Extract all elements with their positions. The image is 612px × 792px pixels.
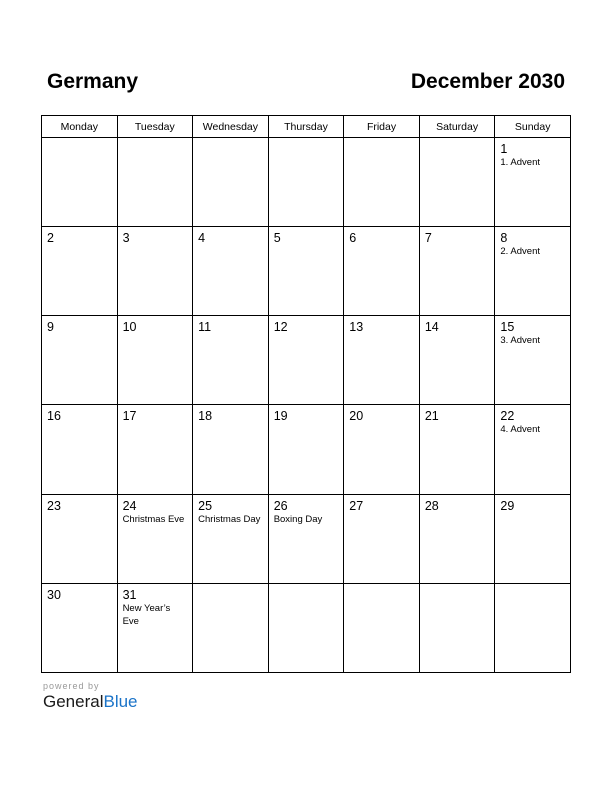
week-row bbox=[42, 316, 571, 405]
day-cell bbox=[344, 494, 420, 583]
brand-blue: Blue bbox=[103, 692, 138, 711]
day-cell bbox=[268, 494, 344, 583]
holiday-label: 4. Advent bbox=[500, 424, 540, 436]
day-cell bbox=[193, 227, 269, 316]
day-cell bbox=[268, 138, 344, 227]
day-cell bbox=[117, 494, 193, 583]
weekday-saturday: Saturday bbox=[419, 116, 495, 138]
day-number: 8 bbox=[500, 231, 508, 246]
day-number: 10 bbox=[122, 320, 137, 335]
weekday-friday: Friday bbox=[344, 116, 420, 138]
day-number: 3 bbox=[122, 231, 130, 246]
day-number: 21 bbox=[424, 409, 439, 424]
day-number: 25 bbox=[198, 498, 213, 513]
day-cell bbox=[42, 494, 118, 583]
month-title: December 2030 bbox=[410, 70, 565, 93]
day-number: 6 bbox=[349, 231, 357, 246]
day-number: 24 bbox=[122, 498, 137, 513]
day-cell bbox=[344, 138, 420, 227]
day-cell bbox=[117, 138, 193, 227]
day-cell bbox=[268, 583, 344, 672]
day-number: 11 bbox=[198, 320, 212, 335]
day-number: 2 bbox=[47, 231, 54, 246]
day-number: 7 bbox=[424, 231, 432, 246]
day-cell bbox=[42, 227, 118, 316]
day-cell bbox=[495, 316, 571, 405]
day-number: 19 bbox=[273, 409, 288, 424]
day-cell bbox=[495, 494, 571, 583]
day-cell bbox=[42, 138, 118, 227]
holiday-label: Christmas Eve bbox=[122, 513, 185, 525]
day-number: 14 bbox=[424, 320, 439, 335]
day-cell bbox=[495, 138, 571, 227]
day-cell bbox=[117, 405, 193, 494]
brand-general: General bbox=[43, 692, 104, 711]
day-number: 23 bbox=[47, 498, 61, 513]
holiday-label: 3. Advent bbox=[500, 335, 540, 347]
weekday-wednesday: Wednesday bbox=[193, 116, 269, 138]
weekday-monday: Monday bbox=[42, 116, 118, 138]
weekday-header-row bbox=[42, 116, 571, 138]
day-cell bbox=[344, 405, 420, 494]
day-cell bbox=[419, 227, 495, 316]
day-cell bbox=[419, 583, 495, 672]
day-cell bbox=[193, 583, 269, 672]
week-row bbox=[42, 138, 571, 227]
day-number: 1 bbox=[500, 142, 508, 156]
holiday-label: 2. Advent bbox=[500, 246, 540, 258]
day-cell bbox=[268, 316, 344, 405]
day-cell bbox=[42, 583, 118, 672]
week-row bbox=[42, 494, 571, 583]
day-number: 29 bbox=[500, 498, 515, 513]
day-cell bbox=[495, 583, 571, 672]
brand-logo bbox=[43, 692, 138, 712]
day-number: 31 bbox=[122, 587, 137, 602]
day-cell bbox=[268, 227, 344, 316]
day-number: 15 bbox=[500, 320, 515, 335]
day-number: 28 bbox=[424, 498, 439, 513]
week-row bbox=[42, 227, 571, 316]
day-cell bbox=[193, 138, 269, 227]
day-number: 22 bbox=[500, 409, 515, 424]
day-cell bbox=[42, 405, 118, 494]
day-cell bbox=[193, 405, 269, 494]
holiday-label: Boxing Day bbox=[273, 513, 323, 525]
day-cell bbox=[419, 494, 495, 583]
weekday-tuesday: Tuesday bbox=[117, 116, 193, 138]
powered-by-text: powered by bbox=[43, 681, 100, 691]
week-row bbox=[42, 583, 571, 672]
day-number: 26 bbox=[273, 498, 288, 513]
calendar-grid bbox=[41, 115, 571, 673]
day-number: 27 bbox=[349, 498, 364, 513]
day-number: 20 bbox=[349, 409, 364, 424]
day-cell bbox=[495, 405, 571, 494]
holiday-label: 1. Advent bbox=[500, 157, 540, 168]
footer-brand bbox=[43, 681, 138, 712]
day-cell bbox=[117, 316, 193, 405]
day-cell bbox=[42, 316, 118, 405]
calendar-body bbox=[42, 138, 571, 673]
holiday-label: New Year’s Eve bbox=[122, 602, 171, 627]
country-title: Germany bbox=[47, 70, 139, 93]
calendar-header bbox=[47, 70, 565, 100]
day-number: 4 bbox=[198, 231, 206, 246]
day-cell bbox=[419, 316, 495, 405]
day-number: 17 bbox=[122, 409, 137, 424]
day-number: 12 bbox=[273, 320, 288, 335]
day-cell bbox=[419, 138, 495, 227]
day-cell bbox=[419, 405, 495, 494]
day-cell bbox=[268, 405, 344, 494]
day-cell bbox=[193, 316, 269, 405]
day-cell bbox=[117, 227, 193, 316]
day-cell bbox=[495, 227, 571, 316]
day-cell bbox=[193, 494, 269, 583]
holiday-label: Christmas Day bbox=[198, 513, 261, 525]
day-number: 13 bbox=[349, 320, 364, 335]
day-number: 18 bbox=[198, 409, 213, 424]
day-number: 5 bbox=[273, 231, 281, 246]
day-cell bbox=[344, 583, 420, 672]
day-number: 9 bbox=[47, 320, 54, 335]
day-cell bbox=[117, 583, 193, 672]
day-cell bbox=[344, 316, 420, 405]
day-number: 16 bbox=[47, 409, 61, 424]
weekday-thursday: Thursday bbox=[268, 116, 344, 138]
week-row bbox=[42, 405, 571, 494]
day-cell bbox=[344, 227, 420, 316]
day-number: 30 bbox=[47, 587, 61, 602]
weekday-sunday: Sunday bbox=[495, 116, 571, 138]
